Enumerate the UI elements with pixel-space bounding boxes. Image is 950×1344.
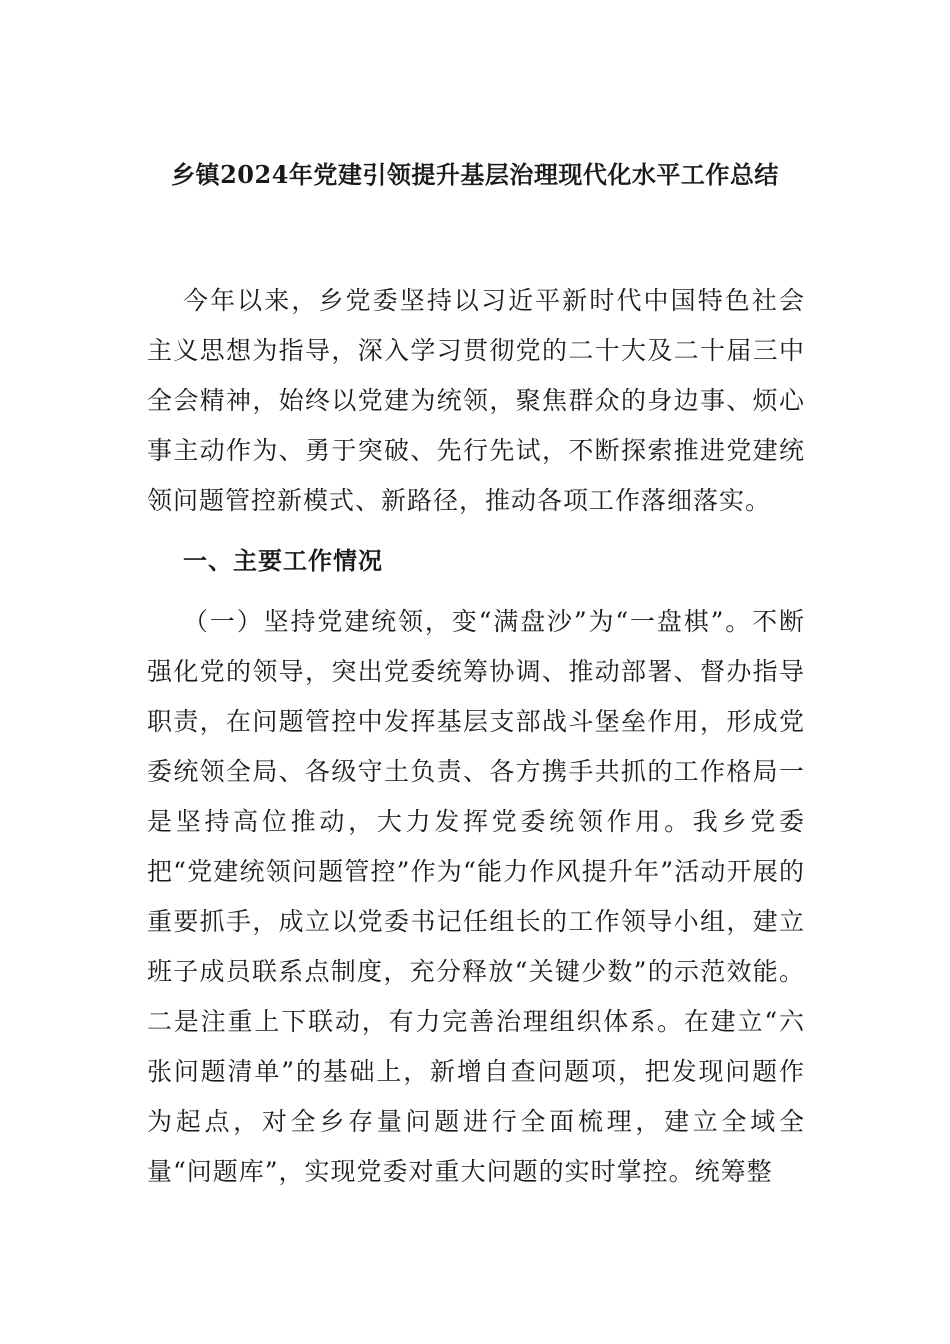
document-title: 乡镇2024年党建引领提升基层治理现代化水平工作总结 [171, 160, 779, 189]
section-paragraph: （一）坚持党建统领，变“满盘沙”为“一盘棋”。不断强化党的领导，突出党委统筹协调、推动部署、督办指导职责，在问题管控中发挥基层支部战斗堡垒作用，形成党委统领全局、各级守土负责、各方携手共抓的工作格局一是坚持高位推动，大力发挥党委统领作用。我乡党委把“党建统领问题管控”作为“能力作风提升年”活动开展的重要抓手，成立以党委书记任组长的工作领导小组，建立班子成员联系点制度，充分释放“关键少数”的示范效能。二是注重上下联动，有力完善治理组织体系。在建立“六张问题清单”的基础上，新增自查问题项，把发现问题作为起点，对全乡存量问题进行全面梳理，建立全域全量“问题库”，实现党委对重大问题的实时掌控。统筹整 [147, 607, 805, 1186]
intro-paragraph: 今年以来，乡党委坚持以习近平新时代中国特色社会主义思想为指导，深入学习贯彻党的二十大及二十届三中全会精神，始终以党建为统领，聚焦群众的身边事、烦心事主动作为、勇于突破、先行先试，不断探索推进党建统领问题管控新模式、新路径，推动各项工作落细落实。 [147, 286, 805, 515]
section-heading: 一、主要工作情况 [183, 546, 383, 575]
